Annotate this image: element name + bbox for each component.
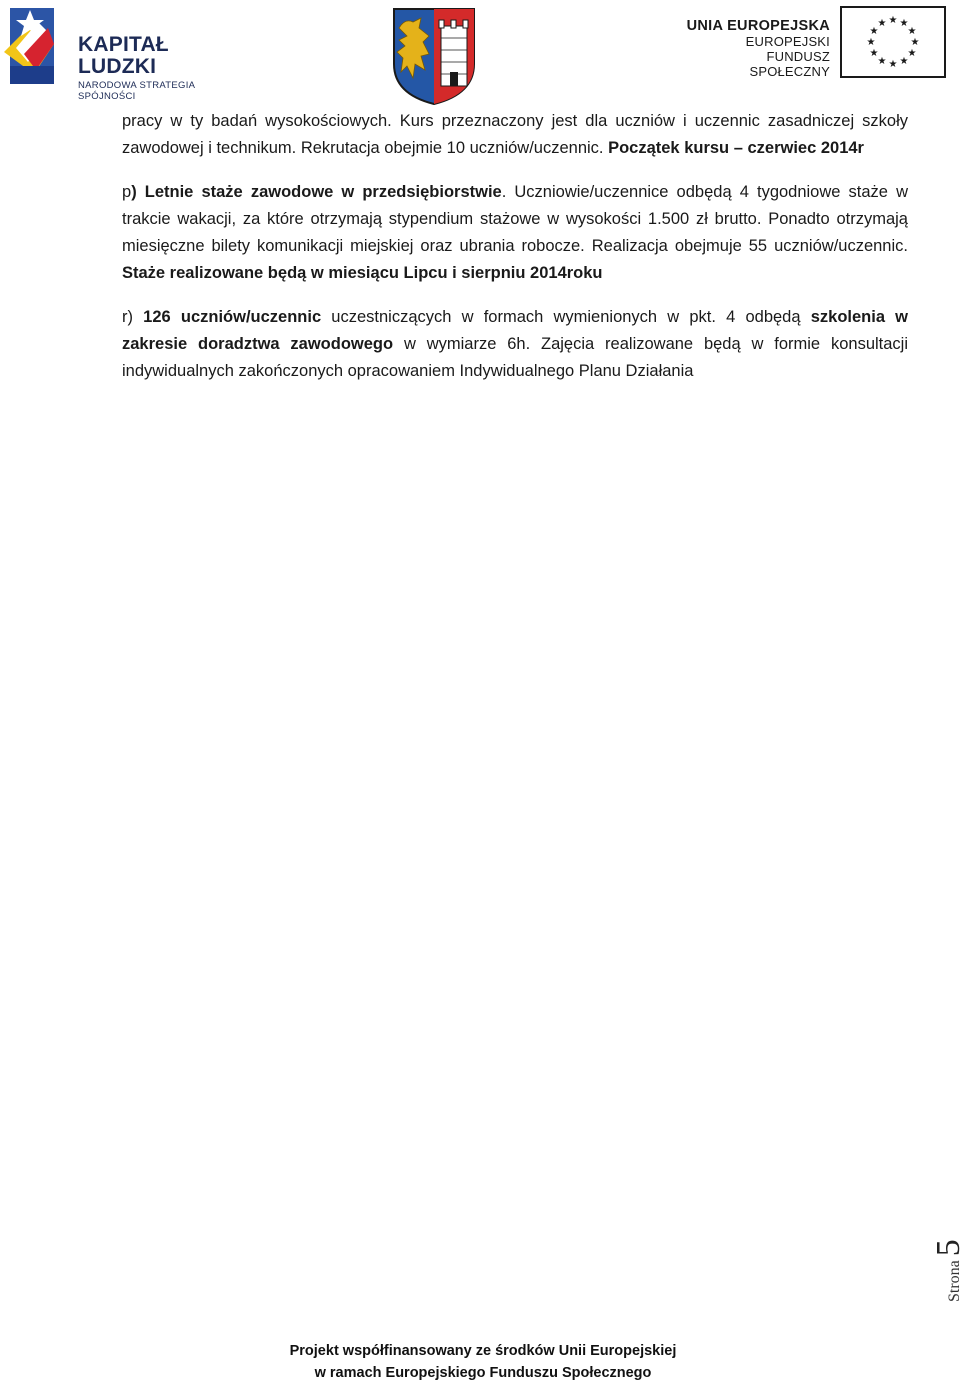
city-crest-icon (391, 6, 477, 106)
svg-text:★: ★ (907, 26, 917, 37)
eu-flag-icon (840, 6, 946, 78)
footer-line-1: Projekt współfinansowany ze środków Unii Europejskiej (289, 1343, 677, 1359)
eu-line-3: FUNDUSZ SPOŁECZNY (749, 49, 830, 79)
kapital-ludzki-emblem-icon (4, 4, 74, 84)
page-number-value: 5 (930, 1239, 967, 1257)
list-marker: p (122, 183, 132, 201)
page-number-label: Strona (946, 1260, 963, 1302)
svg-text:★: ★ (869, 26, 879, 37)
eu-line-2: EUROPEJSKI (745, 34, 830, 49)
paragraph-text: . Uczniowie/uczennice odbędą 4 tygodniowe staże w trakcie wakacji, za które otrzymają stypendium stażowe w wysokości 1.500 zł brutto. Ponadto otrzymają miesięczne bilety komunikacji miejskiej oraz ubrania robocze. Realizacja obejmuje 55 uczniów/uczennic. (122, 183, 908, 255)
paragraph-bold-text: ) Letnie staże zawodowe w przedsiębiorstwie (131, 183, 502, 201)
paragraph-text: pracy w ty badań wysokościowych. Kurs przeznaczony jest dla uczniów i uczennic zasadniczej szkoły zawodowej i technikum. Rekrutacja obejmie 10 uczniów/uczennic. (122, 112, 908, 157)
paragraph-bold-text: Początek kursu – czerwiec 2014r (608, 139, 864, 157)
kapital-ludzki-subtitle: NARODOWA STRATEGIA SPÓJNOŚCI (78, 80, 195, 102)
paragraph-counseling (122, 304, 908, 385)
svg-text:★: ★ (866, 37, 876, 48)
paragraph-bold-text: szkolenia w zakresie doradztwa zawodowego (122, 308, 909, 353)
eu-line-1: UNIA EUROPEJSKA (686, 18, 830, 34)
eu-fund-logo (680, 6, 950, 80)
paragraph-bold-text: Staże realizowane będą w miesiącu Lipcu i sierpniu 2014roku (122, 264, 603, 282)
svg-text:★: ★ (888, 59, 898, 70)
svg-text:★: ★ (888, 15, 898, 26)
document-body (122, 108, 908, 385)
svg-text:★: ★ (869, 48, 879, 59)
page-number (930, 1212, 967, 1302)
paragraph-internships (122, 179, 908, 287)
paragraph-text: w wymiarze 6h. Zajęcia realizowane będą w formie konsultacji indywidualnych zakończonych opracowaniem Indywidualnego Planu Działania (122, 335, 908, 380)
kapital-ludzki-logo (4, 4, 244, 102)
svg-text:★: ★ (907, 48, 917, 59)
svg-text:★: ★ (877, 18, 887, 29)
svg-text:★: ★ (899, 56, 909, 67)
page-header (0, 0, 960, 110)
list-marker: r) (122, 308, 144, 326)
footer-line-2: w ramach Europejskiego Funduszu Społecznego (314, 1365, 652, 1381)
svg-text:★: ★ (877, 56, 887, 67)
svg-text:★: ★ (899, 18, 909, 29)
kapital-ludzki-title: KAPITAŁ LUDZKI (78, 33, 169, 78)
svg-text:★: ★ (910, 37, 920, 48)
paragraph-bold-text: 126 uczniów/uczennic (143, 308, 322, 326)
paragraph-course (122, 108, 908, 162)
page-footer (0, 1340, 966, 1384)
paragraph-text: uczestniczących w formach wymienionych w pkt. 4 odbędą (321, 308, 811, 326)
